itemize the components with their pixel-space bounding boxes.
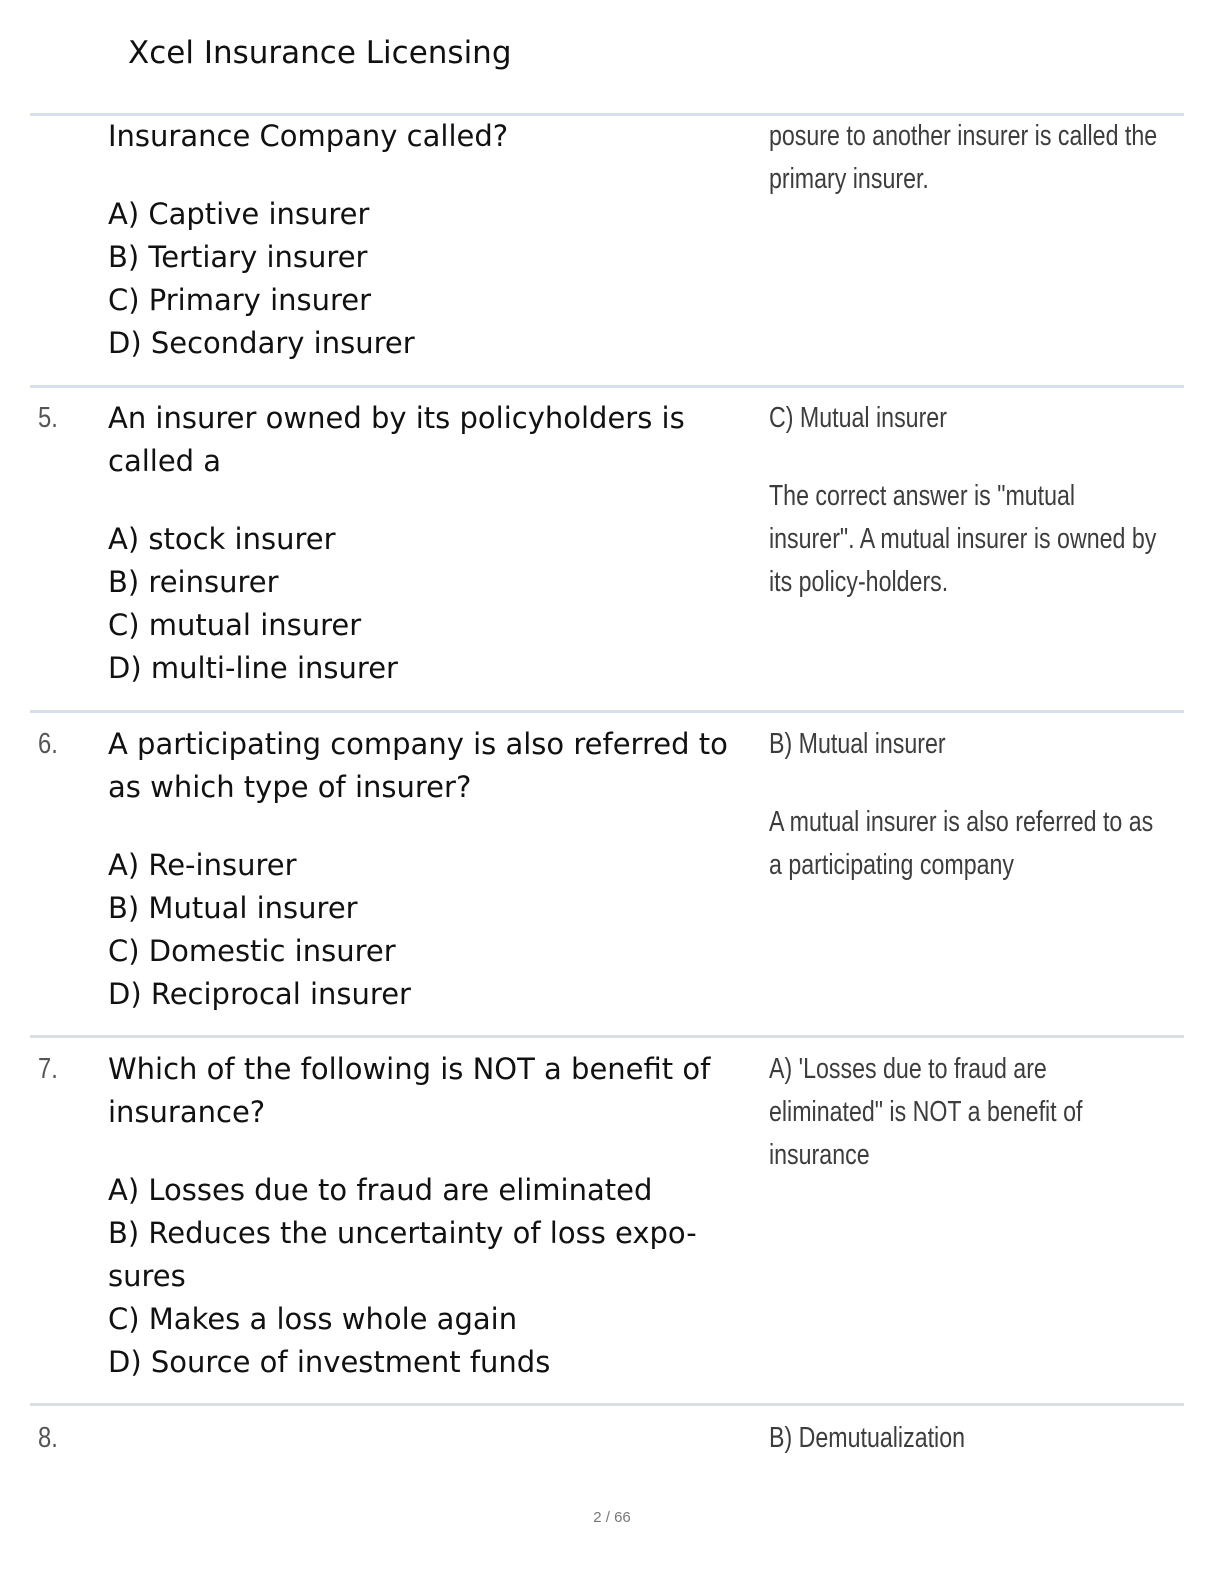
option-d: D) Reciprocal insurer: [108, 977, 411, 1011]
question-stem: An insurer owned by its policyholders is called a: [108, 401, 685, 478]
option-a: A) Losses due to fraud are eliminated: [108, 1173, 653, 1207]
option-c: C) mutual insurer: [108, 608, 362, 642]
question-stem: Insurance Company called?: [108, 119, 509, 153]
divider: [30, 710, 1184, 713]
question-number: 7.: [38, 1053, 58, 1085]
option-b: B) reinsurer: [108, 565, 279, 599]
divider: [30, 385, 1184, 388]
option-b: B) Reduces the uncertainty of loss expo-sures: [108, 1216, 697, 1293]
question-number: 8.: [38, 1422, 58, 1454]
answer-block: [769, 115, 1161, 201]
divider: [30, 1035, 1184, 1038]
option-c: C) Primary insurer: [108, 283, 372, 317]
question-number: 6.: [38, 728, 58, 760]
answer-choice: A) 'Losses due to fraud are eliminated" is NOT a benefit of insurance: [769, 1053, 1083, 1171]
option-d: D) Secondary insurer: [108, 326, 415, 360]
question-stem: Which of the following is NOT a benefit of insurance?: [108, 1052, 711, 1129]
option-a: A) Re-insurer: [108, 848, 297, 882]
answer-block: [769, 397, 1161, 604]
option-d: D) Source of investment funds: [108, 1345, 551, 1379]
question-block: [108, 397, 758, 690]
answer-block: [769, 1417, 1161, 1460]
option-b: B) Tertiary insurer: [108, 240, 368, 274]
option-b: B) Mutual insurer: [108, 891, 358, 925]
answer-choice: B) Mutual insurer: [769, 728, 946, 760]
answer-choice: C) Mutual insurer: [769, 402, 947, 434]
page-header-title: Xcel Insurance Licensing: [128, 35, 512, 71]
question-number: 5.: [38, 402, 58, 434]
option-a: A) stock insurer: [108, 522, 336, 556]
answer-block: [769, 1048, 1161, 1177]
divider: [30, 1403, 1184, 1406]
answer-explanation: The correct answer is "mutual insurer". A mutual insurer is owned by its policy-holders.: [769, 480, 1157, 598]
answer-choice: B) Demutualization: [769, 1422, 965, 1454]
option-c: C) Makes a loss whole again: [108, 1302, 518, 1336]
page-number: 2 / 66: [593, 1509, 631, 1526]
option-c: C) Domestic insurer: [108, 934, 396, 968]
answer-block: [769, 723, 1161, 887]
question-block: [108, 1048, 758, 1384]
question-stem: A participating company is also referred to as which type of insurer?: [108, 727, 728, 804]
question-block: [108, 723, 758, 1016]
answer-explanation: posure to another insurer is called the primary insurer.: [769, 120, 1158, 195]
option-a: A) Captive insurer: [108, 197, 370, 231]
option-d: D) multi-line insurer: [108, 651, 398, 685]
question-block: [108, 115, 758, 365]
answer-explanation: A mutual insurer is also referred to as a participating company: [769, 806, 1154, 881]
